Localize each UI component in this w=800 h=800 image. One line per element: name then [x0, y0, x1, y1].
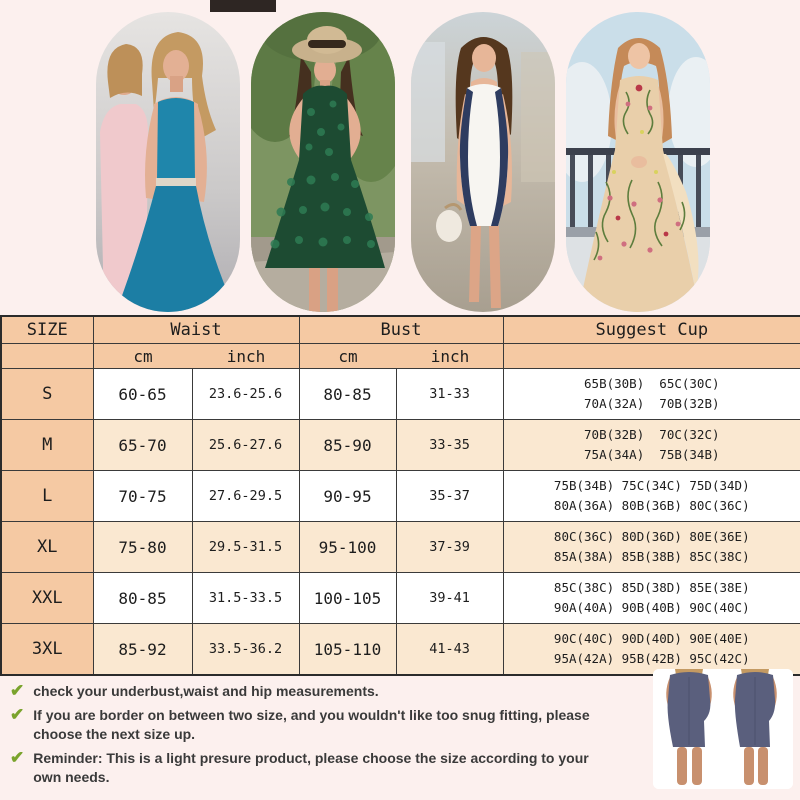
- photo-champagne-embroidered-dress: [566, 12, 710, 312]
- suggest-cup-cell: [503, 522, 800, 573]
- waist-inch-cell: 27.6-29.5: [192, 471, 299, 522]
- waist-cm-cell: 65-70: [93, 420, 192, 471]
- bust-inch-cell: 37-39: [396, 522, 503, 573]
- photo-white-navy-bodycon-dress: [411, 12, 555, 312]
- suggest-cup-cell: [503, 369, 800, 420]
- notes-section: [10, 682, 650, 787]
- size-cell: S: [1, 369, 93, 420]
- subheader-empty: [503, 344, 800, 369]
- waist-cm-cell: 60-65: [93, 369, 192, 420]
- photo-green-floral-dress: [251, 12, 395, 312]
- cup-line: 80A(36A) 80B(36B) 80C(36C): [553, 498, 750, 513]
- table-row-l: [1, 471, 800, 522]
- waist-cm-cell: 70-75: [93, 471, 192, 522]
- cup-line: 75A(34A) 75B(34B): [584, 447, 720, 462]
- waist-cm-cell: 85-92: [93, 624, 192, 676]
- subheader-waist-units: [93, 344, 299, 369]
- bust-inch-cell: 41-43: [396, 624, 503, 676]
- suggest-cup-cell: [503, 573, 800, 624]
- bust-inch-cell: 35-37: [396, 471, 503, 522]
- header-bust: Bust: [299, 316, 503, 344]
- cup-line: 65B(30B) 65C(30C): [584, 376, 720, 391]
- header-size: SIZE: [1, 316, 93, 344]
- waist-cm-cell: 75-80: [93, 522, 192, 573]
- header-waist: Waist: [93, 316, 299, 344]
- bust-cm-cell: 90-95: [299, 471, 396, 522]
- bust-cm-cell: 85-90: [299, 420, 396, 471]
- size-table: [0, 315, 800, 676]
- check-icon: ✔: [10, 705, 25, 724]
- bust-cm-cell: 95-100: [299, 522, 396, 573]
- waist-cm-label: cm: [133, 346, 153, 366]
- teal-dress-illustration: [96, 12, 240, 312]
- photo-teal-skater-dress: [96, 12, 240, 312]
- note-text: If you are border on between two size, and you wouldn't like too snug fitting, please choose the next size up.: [33, 707, 590, 742]
- white-dress-illustration: [411, 12, 555, 312]
- waist-inch-cell: 25.6-27.6: [192, 420, 299, 471]
- cup-line: 70B(32B) 70C(32C): [584, 427, 720, 442]
- check-icon: ✔: [10, 748, 25, 767]
- header-suggest-cup: Suggest Cup: [503, 316, 800, 344]
- bust-inch-cell: 31-33: [396, 369, 503, 420]
- bust-cm-cell: 105-110: [299, 624, 396, 676]
- photo-artifact-bar: [210, 0, 276, 12]
- size-cell: L: [1, 471, 93, 522]
- green-dress-illustration: [251, 12, 395, 312]
- check-icon: ✔: [10, 681, 25, 700]
- bust-inch-label: inch: [430, 346, 470, 366]
- waist-inch-cell: 23.6-25.6: [192, 369, 299, 420]
- note-item: [10, 706, 650, 744]
- waist-cm-cell: 80-85: [93, 573, 192, 624]
- suggest-cup-cell: [503, 624, 800, 676]
- size-cell: XXL: [1, 573, 93, 624]
- subheader-empty: [1, 344, 93, 369]
- size-cell: M: [1, 420, 93, 471]
- table-row-s: [1, 369, 800, 420]
- table-row-xxl: [1, 573, 800, 624]
- champagne-dress-illustration: [566, 12, 710, 312]
- shapewear-before-after-image: [653, 669, 793, 789]
- waist-inch-cell: 33.5-36.2: [192, 624, 299, 676]
- shapewear-back-view-illustration: [653, 669, 793, 789]
- waist-inch-cell: 29.5-31.5: [192, 522, 299, 573]
- cup-line: 85A(38A) 85B(38B) 85C(38C): [553, 549, 750, 564]
- bust-cm-label: cm: [338, 346, 358, 366]
- suggest-cup-cell: [503, 471, 800, 522]
- note-item: [10, 749, 650, 787]
- suggest-cup-cell: [503, 420, 800, 471]
- note-text: check your underbust,waist and hip measurements.: [33, 683, 379, 699]
- subheader-bust-units: [299, 344, 503, 369]
- cup-line: 90A(40A) 90B(40B) 90C(40C): [553, 600, 750, 615]
- table-subheader-row: [1, 344, 800, 369]
- cup-line: 75B(34B) 75C(34C) 75D(34D): [553, 478, 750, 493]
- table-header-row: [1, 316, 800, 344]
- cup-line: 85C(38C) 85D(38D) 85E(38E): [553, 580, 750, 595]
- bust-inch-cell: 39-41: [396, 573, 503, 624]
- cup-line: 70A(32A) 70B(32B): [584, 396, 720, 411]
- waist-inch-cell: 31.5-33.5: [192, 573, 299, 624]
- size-cell: XL: [1, 522, 93, 573]
- hero-photo-strip: [0, 0, 800, 315]
- cup-line: 95A(42A) 95B(42B) 95C(42C): [553, 651, 750, 666]
- bust-cm-cell: 80-85: [299, 369, 396, 420]
- bust-cm-cell: 100-105: [299, 573, 396, 624]
- bust-inch-cell: 33-35: [396, 420, 503, 471]
- cup-line: 80C(36C) 80D(36D) 80E(36E): [553, 529, 750, 544]
- table-row-m: [1, 420, 800, 471]
- table-row-xl: [1, 522, 800, 573]
- table-row-3xl: [1, 624, 800, 676]
- note-item: [10, 682, 650, 701]
- waist-inch-label: inch: [226, 346, 266, 366]
- note-text: Reminder: This is a light presure product, please choose the size according to your own needs.: [33, 750, 589, 785]
- cup-line: 90C(40C) 90D(40D) 90E(40E): [553, 631, 750, 646]
- size-cell: 3XL: [1, 624, 93, 676]
